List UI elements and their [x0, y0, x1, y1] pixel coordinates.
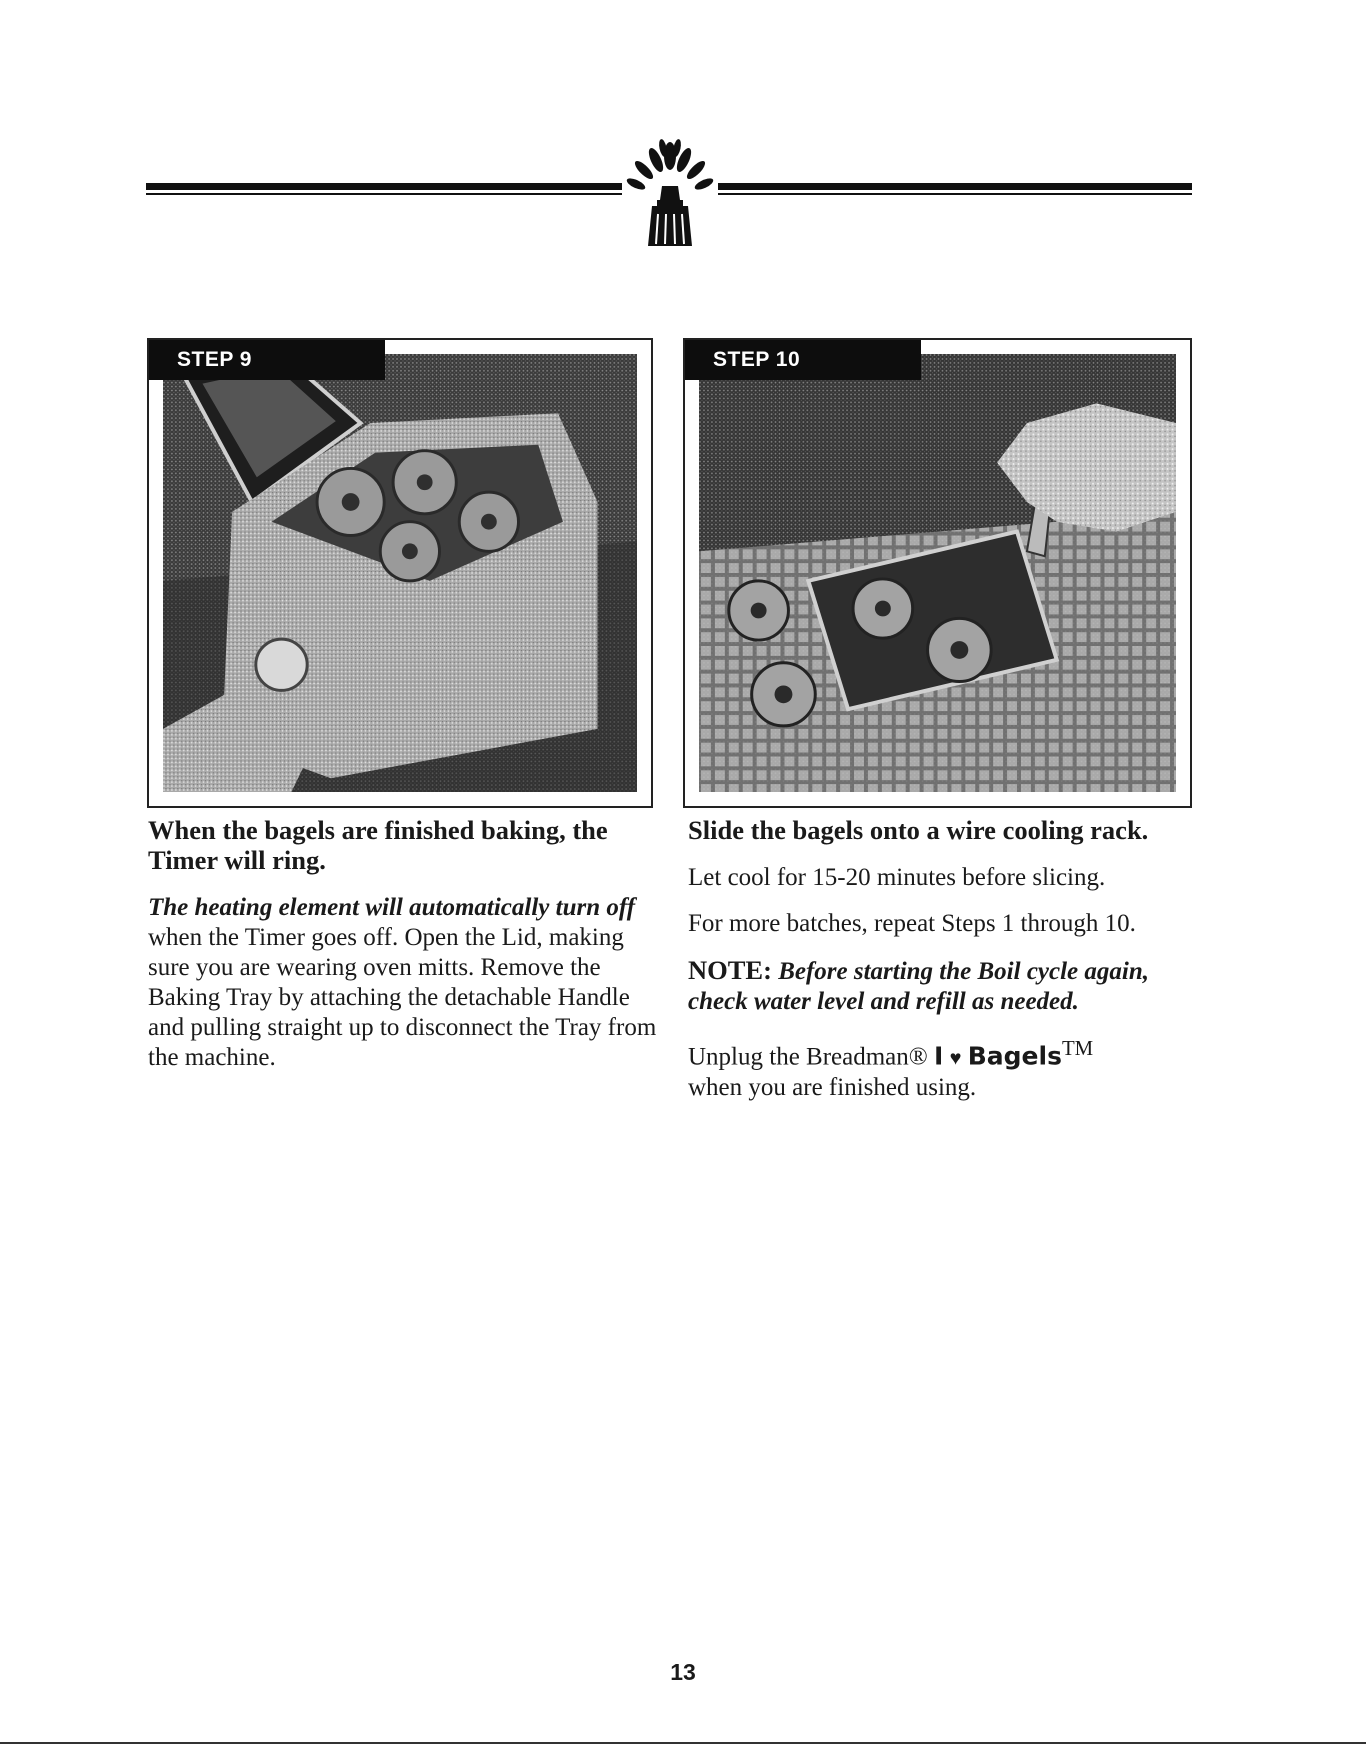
brand-name: Bagels	[967, 1041, 1062, 1071]
step-10-heading: Slide the bagels onto a wire cooling rack.	[688, 815, 1149, 845]
unplug-suffix: when you are finished using.	[688, 1074, 977, 1102]
page-number: 13	[670, 1659, 696, 1685]
step-9-panel	[147, 338, 653, 808]
brand-i: I	[934, 1041, 944, 1071]
right-column	[688, 815, 1198, 1119]
step-9-body: when the Timer goes off. Open the Lid, making sure you are wearing oven mitts. Remove the Baking Tray by attaching the detachable Handle and pulling straight up to disconnect the Tray from the machine.	[148, 924, 657, 1071]
heart-icon: ♥	[949, 1047, 962, 1070]
trademark: TM	[1061, 1036, 1094, 1060]
cool-instruction: Let cool for 15-20 minutes before slicing.	[688, 864, 1106, 891]
note-label: NOTE:	[688, 955, 772, 985]
bottom-rule	[0, 1742, 1366, 1744]
step-9-instructions	[148, 893, 663, 1073]
unplug-paragraph	[688, 1033, 1198, 1103]
step-9-heading: When the bagels are finished baking, the Timer will ring.	[148, 815, 608, 875]
note-paragraph	[688, 955, 1198, 1017]
left-column	[148, 815, 663, 1089]
step-10-label: STEP 10	[685, 340, 921, 380]
step-9-frame	[147, 338, 653, 808]
step-10-frame	[683, 338, 1192, 808]
step-10-panel	[683, 338, 1192, 808]
step-9-label: STEP 9	[149, 340, 385, 380]
repeat-instruction: For more batches, repeat Steps 1 through 10.	[688, 910, 1136, 937]
step-9-emphasis: The heating element will automatically turn off	[148, 894, 636, 921]
note-text: Before starting the Boil cycle again, check water level and refill as needed.	[688, 958, 1150, 1015]
unplug-prefix: Unplug the Breadman®	[688, 1043, 928, 1071]
step-10-photo	[699, 354, 1176, 792]
step-9-photo	[163, 354, 637, 792]
wheat-sheaf-icon	[622, 134, 718, 250]
